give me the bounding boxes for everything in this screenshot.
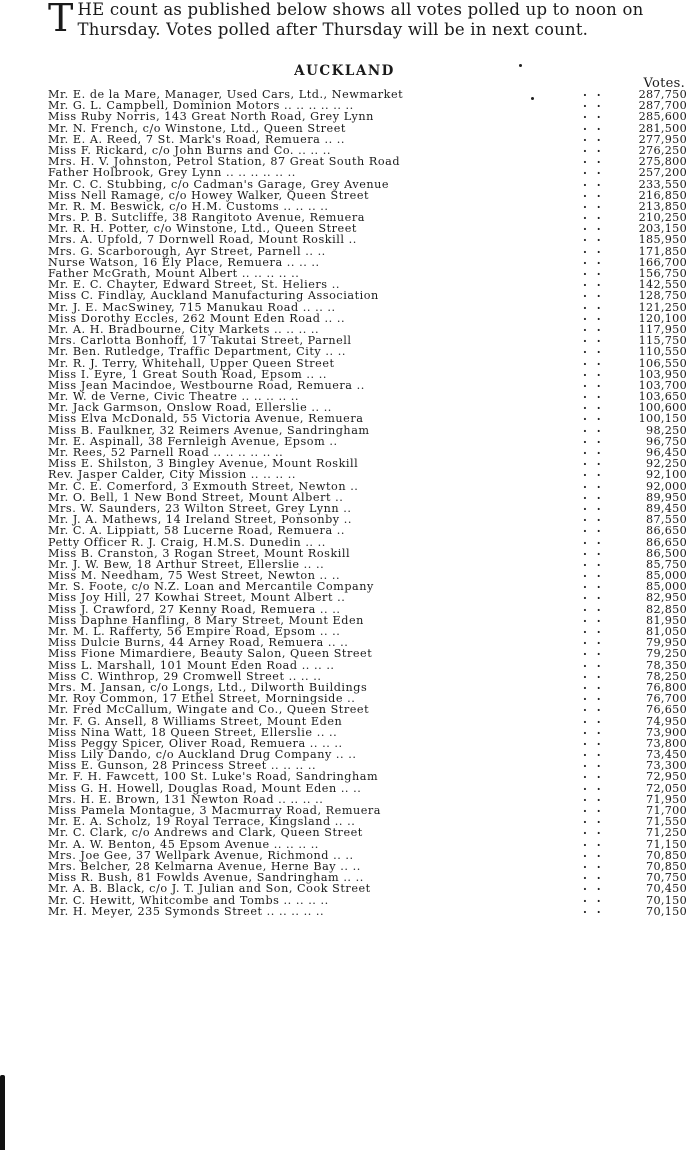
print-speck — [531, 97, 534, 100]
leader-dots: . . — [583, 655, 604, 670]
candidate-name: Mr. Ben. Rutledge, Traffic Department, City .. .. — [48, 345, 346, 359]
vote-count: 86,500 — [646, 546, 687, 560]
leader-dots: . . — [583, 834, 604, 849]
candidate-name: Miss Nell Ramage, c/o Howey Walker, Queen Street — [48, 188, 370, 202]
vote-count: 78,250 — [646, 669, 687, 683]
candidate-name: Petty Officer R. J. Craig, H.M.S. Dunedin .. .. — [48, 535, 326, 549]
candidate-name: Rev. Jasper Calder, City Mission .. .. .. .. — [48, 468, 296, 482]
leader-dots: . . — [583, 286, 604, 301]
candidate-name: Mr. J. W. Bew, 18 Arthur Street, Ellerslie .. .. — [48, 557, 325, 571]
leader-dots: . . — [583, 196, 604, 211]
vote-count: 70,750 — [646, 871, 687, 885]
vote-count: 128,750 — [638, 289, 687, 303]
candidate-name: Mr. C. E. Comerford, 3 Exmouth Street, Newton .. — [48, 479, 359, 493]
candidate-name: Miss C. Findlay, Auckland Manufacturing Association — [48, 289, 379, 303]
candidate-name: Mr. E. C. Chayter, Edward Street, St. Heliers .. — [48, 278, 340, 292]
leader-dots: . . — [583, 577, 604, 592]
candidate-name: Mr. J. E. MacSwiney, 715 Manukau Road .. .. .. — [48, 300, 336, 314]
leader-dots: . . — [583, 476, 604, 491]
candidate-name: Mrs. H. V. Johnston, Petrol Station, 87 Great South Road — [48, 155, 401, 169]
vote-count: 287,750 — [638, 88, 687, 101]
vote-count: 78,350 — [646, 658, 687, 672]
vote-count: 115,750 — [638, 334, 687, 348]
candidate-name: Miss E. Gunson, 28 Princess Street .. .. .. .. — [48, 759, 317, 773]
vote-count: 76,800 — [646, 680, 687, 694]
vote-count: 92,100 — [646, 468, 687, 482]
vote-count: 277,950 — [638, 132, 687, 146]
leader-dots: . . — [583, 185, 604, 200]
vote-count: 71,700 — [646, 804, 687, 817]
vote-count: 117,950 — [638, 322, 687, 336]
print-speck — [519, 64, 522, 67]
leader-dots: . . — [583, 96, 604, 111]
vote-count: 106,550 — [638, 356, 687, 370]
vote-count: 86,650 — [646, 524, 687, 538]
vote-count: 79,250 — [646, 647, 687, 661]
candidate-name: Miss I. Eyre, 1 Great South Road, Epsom .. .. — [48, 367, 327, 381]
candidate-name: Mr. R. J. Terry, Whitehall, Upper Queen Street — [48, 356, 335, 370]
candidate-name: Mr. M. L. Rafferty, 56 Empire Road, Epsom .. .. — [48, 625, 341, 638]
leader-dots: . . — [583, 890, 604, 905]
candidate-name: Mr. R. M. Beswick, c/o H.M. Customs .. .. .. .. — [48, 199, 329, 213]
leader-dots: . . — [583, 364, 604, 379]
leader-dots: . . — [583, 666, 604, 681]
candidate-name: Miss R. Bush, 81 Fowlds Avenue, Sandringham .. .. — [48, 871, 364, 885]
candidate-name: Mr. E. Aspinall, 38 Fernleigh Avenue, Epsom .. — [48, 434, 338, 448]
vote-count: 98,250 — [646, 423, 687, 437]
leader-dots: . . — [583, 778, 604, 793]
candidate-name: Mrs. W. Saunders, 23 Wilton Street, Grey Lynn .. — [48, 501, 352, 515]
candidate-name: Miss F. Rickard, c/o John Burns and Co. .. .. .. — [48, 143, 331, 157]
vote-count: 103,700 — [638, 378, 687, 392]
candidate-name: Mr. A. W. Benton, 45 Epsom Avenue .. .. .. .. — [48, 837, 319, 851]
leader-dots: . . — [583, 856, 604, 871]
vote-count: 73,800 — [646, 736, 687, 750]
leader-dots: . . — [583, 812, 604, 827]
intro-paragraph — [48, 0, 678, 40]
candidate-name: Miss M. Needham, 75 West Street, Newton .. .. — [48, 569, 341, 583]
section-heading: AUCKLAND — [294, 63, 395, 79]
leader-dots: . . — [583, 845, 604, 860]
leader-dots: . . — [583, 331, 604, 346]
candidate-name: Mr. A. B. Black, c/o J. T. Julian and Son, Cook Street — [48, 882, 371, 896]
leader-dots: . . — [583, 554, 604, 569]
candidate-name: Mrs. Joe Gee, 37 Wellpark Avenue, Richmond .. .. — [48, 848, 354, 862]
candidate-name: Mr. Roy Common, 17 Ethel Street, Morningside .. — [48, 692, 356, 706]
candidate-name: Mr. J. A. Mathews, 14 Ireland Street, Ponsonby .. — [48, 513, 352, 527]
candidate-name: Mr. N. French, c/o Winstone, Ltd., Queen Street — [48, 121, 346, 135]
candidate-name: Miss Fione Mimardiere, Beauty Salon, Queen Street — [48, 647, 373, 661]
vote-count: 257,200 — [638, 166, 687, 180]
candidate-name: Miss Peggy Spicer, Oliver Road, Remuera .. .. .. — [48, 736, 343, 750]
candidate-name: Miss C. Winthrop, 29 Cromwell Street .. .. .. — [48, 669, 322, 683]
intro-text: HE count as published below shows all votes polled up to noon on Thursday. Votes polled after Thursday will be in next count. — [77, 0, 644, 39]
vote-count: 121,250 — [638, 300, 687, 314]
vote-count: 275,800 — [638, 155, 687, 169]
candidate-name: Mrs. Carlotta Bonhoff, 17 Takutai Street, Parnell — [48, 334, 352, 348]
candidate-name: Mrs. Belcher, 28 Kelmarna Avenue, Herne Bay .. .. — [48, 859, 361, 873]
leader-dots: . . — [583, 353, 604, 368]
leader-dots: . . — [583, 689, 604, 704]
vote-count: 89,450 — [646, 501, 687, 515]
leader-dots: . . — [583, 409, 604, 424]
vote-count: 70,850 — [646, 848, 687, 862]
vote-count: 71,250 — [646, 826, 687, 840]
leader-dots: . . — [583, 801, 604, 815]
candidate-name: Mr. A. H. Bradbourne, City Markets .. .. .. .. — [48, 322, 320, 336]
leader-dots: . . — [583, 756, 604, 771]
candidate-name: Mr. S. Foote, c/o N.Z. Loan and Mercantile Company — [48, 580, 374, 594]
candidate-name: Mr. W. de Verne, Civic Theatre .. .. .. .. .. — [48, 390, 300, 404]
leader-dots: . . — [583, 387, 604, 402]
candidate-name: Miss Pamela Montague, 3 Macmurray Road, Remuera — [48, 804, 382, 817]
vote-count: 70,850 — [646, 859, 687, 873]
vote-count: 71,950 — [646, 792, 687, 806]
vote-count: 203,150 — [638, 222, 687, 236]
vote-count: 166,700 — [638, 255, 687, 269]
vote-count: 85,000 — [646, 569, 687, 583]
leader-dots: . . — [583, 767, 604, 782]
vote-count: 72,950 — [646, 770, 687, 784]
leader-dots: . . — [583, 745, 604, 760]
leader-dots: . . — [583, 375, 604, 390]
vote-count: 156,750 — [638, 267, 687, 280]
vote-count: 85,750 — [646, 557, 687, 571]
leader-dots: . . — [583, 129, 604, 144]
leader-dots: . . — [583, 107, 604, 122]
leader-dots: . . — [583, 498, 604, 513]
vote-count: 281,500 — [638, 121, 687, 135]
leader-dots: . . — [583, 644, 604, 659]
vote-count: 110,550 — [638, 345, 687, 359]
vote-count: 70,150 — [646, 904, 687, 918]
candidate-name: Miss G. H. Howell, Douglas Road, Mount Eden .. .. — [48, 781, 362, 795]
leader-dots: . . — [583, 700, 604, 715]
candidate-name: Miss Dorothy Eccles, 262 Mount Eden Road .. .. — [48, 311, 346, 325]
candidate-name: Mrs. G. Scarborough, Ayr Street, Parnell .. .. — [48, 244, 326, 258]
vote-count: 96,450 — [646, 446, 687, 459]
leader-dots: . . — [583, 420, 604, 435]
leader-dots: . . — [583, 733, 604, 748]
leader-dots: . . — [583, 711, 604, 726]
leader-dots: . . — [583, 454, 604, 469]
leader-dots: . . — [583, 152, 604, 167]
vote-count: 171,850 — [638, 244, 687, 258]
leader-dots: . . — [583, 174, 604, 189]
candidate-name: Miss E. Shilston, 3 Bingley Avenue, Mount Roskill — [48, 457, 359, 471]
candidate-name: Miss Elva McDonald, 55 Victoria Avenue, Remuera — [48, 412, 364, 426]
candidate-name: Mr. F. G. Ansell, 8 Williams Street, Mount Eden — [48, 714, 343, 728]
vote-count: 71,550 — [646, 815, 687, 829]
candidate-name: Mr. G. L. Campbell, Dominion Motors .. .. .. .. .. .. — [48, 99, 354, 113]
candidate-name: Father McGrath, Mount Albert .. .. .. .. .. — [48, 267, 300, 280]
leader-dots: . . — [583, 308, 604, 323]
leader-dots: . . — [583, 431, 604, 446]
candidate-name: Mr. Rees, 52 Parnell Road .. .. .. .. .. .. — [48, 446, 284, 459]
vote-count: 81,050 — [646, 625, 687, 638]
candidate-name: Miss L. Marshall, 101 Mount Eden Road .. .. .. — [48, 658, 335, 672]
leader-dots: . . — [583, 230, 604, 245]
vote-count: 73,300 — [646, 759, 687, 773]
vote-count: 73,900 — [646, 725, 687, 739]
leader-dots: . . — [583, 599, 604, 614]
vote-count: 87,550 — [646, 513, 687, 527]
leader-dots: . . — [583, 532, 604, 547]
leader-dots: . . — [583, 789, 604, 804]
candidate-name: Mr. E. A. Scholz, 19 Royal Terrace, Kingsland .. .. — [48, 815, 356, 829]
vote-count: 92,250 — [646, 457, 687, 471]
leader-dots: . . — [583, 342, 604, 357]
vote-count: 70,150 — [646, 893, 687, 907]
leader-dots: . . — [583, 140, 604, 155]
vote-list — [48, 85, 688, 918]
candidate-name: Mrs. A. Upfold, 7 Dornwell Road, Mount Roskill .. — [48, 233, 357, 247]
leader-dots: . . — [583, 118, 604, 133]
leader-dots: . . — [583, 521, 604, 536]
vote-count: 72,050 — [646, 781, 687, 795]
leader-dots: . . — [583, 566, 604, 581]
candidate-name: Nurse Watson, 16 Ely Place, Remuera .. .. .. — [48, 255, 320, 269]
candidate-name: Miss B. Cranston, 3 Rogan Street, Mount Roskill — [48, 546, 351, 560]
drop-cap: T — [48, 0, 74, 40]
leader-dots: . . — [583, 622, 604, 636]
leader-dots: . . — [583, 241, 604, 256]
candidate-name: Mr. H. Meyer, 235 Symonds Street .. .. .. .. .. — [48, 904, 325, 918]
vote-count: 103,650 — [638, 390, 687, 404]
leader-dots: . . — [583, 610, 604, 625]
vote-count: 85,000 — [646, 580, 687, 594]
vote-count: 100,150 — [638, 412, 687, 426]
vote-count: 287,700 — [638, 99, 687, 113]
leader-dots: . . — [583, 264, 604, 278]
candidate-name: Miss Nina Watt, 18 Queen Street, Ellerslie .. .. — [48, 725, 338, 739]
leader-dots: . . — [583, 297, 604, 312]
candidate-name: Mr. E. de la Mare, Manager, Used Cars, Ltd., Newmarket — [48, 88, 404, 101]
vote-row — [48, 901, 688, 918]
candidate-name: Miss J. Crawford, 27 Kenny Road, Remuera .. .. — [48, 602, 341, 616]
candidate-name: Miss Jean Macindoe, Westbourne Road, Remuera .. — [48, 378, 365, 392]
vote-count: 71,150 — [646, 837, 687, 851]
leader-dots: . . — [583, 543, 604, 558]
leader-dots: . . — [583, 823, 604, 838]
vote-count: 82,850 — [646, 602, 687, 616]
candidate-name: Mr. R. H. Potter, c/o Winstone, Ltd., Queen Street — [48, 222, 357, 236]
vote-count: 276,250 — [638, 143, 687, 157]
candidate-name: Mr. F. H. Fawcett, 100 St. Luke's Road, Sandringham — [48, 770, 379, 784]
candidate-name: Mr. C. Hewitt, Whitcombe and Tombs .. .. .. .. — [48, 893, 329, 907]
leader-dots: . . — [583, 633, 604, 648]
leader-dots: . . — [583, 465, 604, 480]
leader-dots: . . — [583, 319, 604, 334]
candidate-name: Miss Daphne Hanfling, 8 Mary Street, Mount Eden — [48, 613, 364, 627]
candidate-name: Mrs. H. E. Brown, 131 Newton Road .. .. .. .. — [48, 792, 324, 806]
scan-edge-mark — [0, 1075, 5, 1150]
leader-dots: . . — [583, 163, 604, 178]
vote-count: 210,250 — [638, 211, 687, 225]
candidate-name: Father Holbrook, Grey Lynn .. .. .. .. .. .. — [48, 166, 296, 180]
leader-dots: . . — [583, 677, 604, 692]
votes-column-header: Votes. — [643, 76, 685, 91]
vote-count: 73,450 — [646, 748, 687, 762]
vote-count: 79,950 — [646, 636, 687, 650]
leader-dots: . . — [583, 487, 604, 502]
leader-dots: . . — [583, 510, 604, 525]
leader-dots: . . — [583, 901, 604, 916]
vote-count: 89,950 — [646, 490, 687, 504]
vote-count: 233,550 — [638, 177, 687, 191]
vote-count: 100,600 — [638, 401, 687, 415]
vote-count: 82,950 — [646, 591, 687, 605]
leader-dots: . . — [583, 722, 604, 737]
vote-count: 216,850 — [638, 188, 687, 202]
vote-count: 285,600 — [638, 110, 687, 124]
leader-dots: . . — [583, 275, 604, 290]
leader-dots: . . — [583, 588, 604, 603]
leader-dots: . . — [583, 868, 604, 883]
leader-dots: . . — [583, 85, 604, 99]
candidate-name: Mrs. M. Jansan, c/o Longs, Ltd., Dilworth Buildings — [48, 680, 368, 694]
vote-count: 120,100 — [638, 311, 687, 325]
vote-count: 70,450 — [646, 882, 687, 896]
candidate-name: Mr. E. A. Reed, 7 St. Mark's Road, Remuera .. .. — [48, 132, 346, 146]
vote-count: 76,700 — [646, 692, 687, 706]
vote-count: 142,550 — [638, 278, 687, 292]
candidate-name: Mr. Jack Garmson, Onslow Road, Ellerslie .. .. — [48, 401, 332, 415]
candidate-name: Miss Lily Dando, c/o Auckland Drug Company .. .. — [48, 748, 357, 762]
candidate-name: Mrs. P. B. Sutcliffe, 38 Rangitoto Avenue, Remuera — [48, 211, 365, 225]
candidate-name: Miss B. Faulkner, 32 Reimers Avenue, Sandringham — [48, 423, 370, 437]
candidate-name: Mr. C. C. Stubbing, c/o Cadman's Garage, Grey Avenue — [48, 177, 390, 191]
candidate-name: Miss Dulcie Burns, 44 Arney Road, Remuera .. .. — [48, 636, 349, 650]
vote-count: 96,750 — [646, 434, 687, 448]
vote-count: 185,950 — [638, 233, 687, 247]
leader-dots: . . — [583, 219, 604, 234]
vote-count: 74,950 — [646, 714, 687, 728]
candidate-name: Mr. C. Clark, c/o Andrews and Clark, Queen Street — [48, 826, 363, 840]
leader-dots: . . — [583, 443, 604, 457]
candidate-name: Miss Joy Hill, 27 Kowhai Street, Mount Albert .. — [48, 591, 346, 605]
leader-dots: . . — [583, 252, 604, 267]
candidate-name: Mr. C. A. Lippiatt, 58 Lucerne Road, Remuera .. — [48, 524, 345, 538]
vote-count: 103,950 — [638, 367, 687, 381]
vote-count: 213,850 — [638, 199, 687, 213]
candidate-name: Mr. O. Bell, 1 New Bond Street, Mount Albert .. — [48, 490, 344, 504]
leader-dots: . . — [583, 208, 604, 223]
vote-count: 86,650 — [646, 535, 687, 549]
candidate-name: Mr. Fred McCallum, Wingate and Co., Queen Street — [48, 703, 370, 717]
vote-count: 81,950 — [646, 613, 687, 627]
candidate-name: Miss Ruby Norris, 143 Great North Road, Grey Lynn — [48, 110, 374, 124]
vote-count: 92,000 — [646, 479, 687, 493]
leader-dots: . . — [583, 879, 604, 894]
leader-dots: . . — [583, 398, 604, 413]
vote-count: 76,650 — [646, 703, 687, 717]
